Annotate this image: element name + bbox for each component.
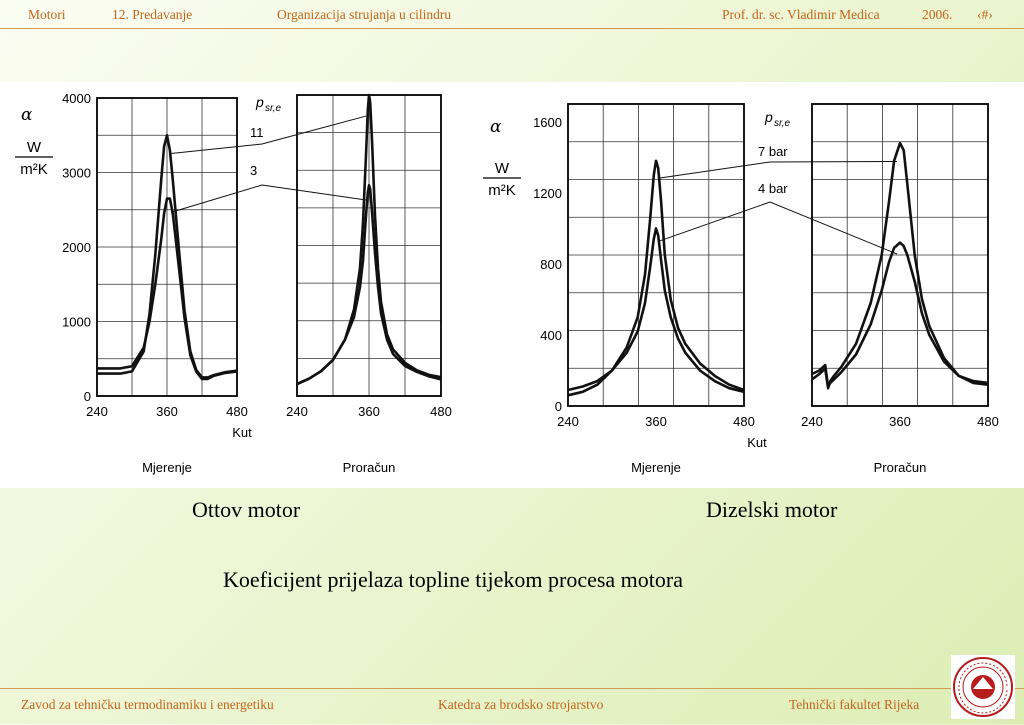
series-line bbox=[568, 161, 744, 395]
parameter-subscript: sr,e bbox=[774, 118, 791, 129]
panel-name: Mjerenje bbox=[631, 460, 681, 475]
diesel-chart bbox=[480, 82, 1020, 488]
header-lecture: 12. Predavanje bbox=[112, 7, 193, 22]
y-tick-label: 800 bbox=[540, 256, 562, 272]
y-tick-label: 2000 bbox=[62, 240, 91, 255]
parameter-subscript: sr,e bbox=[265, 103, 282, 114]
x-tick-label: 360 bbox=[358, 404, 380, 419]
main-caption: Koeficijent prijelaza topline tijekom procesa motora bbox=[223, 567, 683, 592]
x-axis-label: Kut bbox=[232, 425, 252, 440]
x-axis-label: Kut bbox=[747, 435, 767, 450]
ylabel-unit-denominator: m²K bbox=[488, 182, 516, 199]
y-tick-label: 0 bbox=[554, 399, 562, 414]
y-tick-label: 4000 bbox=[62, 91, 91, 106]
header-page-number: ‹#› bbox=[977, 7, 993, 22]
y-tick-label: 1600 bbox=[533, 114, 562, 130]
ylabel-symbol: α bbox=[490, 117, 502, 137]
x-tick-label: 360 bbox=[645, 414, 667, 429]
otto-caption: Ottov motor bbox=[192, 497, 301, 522]
series-annotation: 3 bbox=[250, 163, 258, 178]
slide-footer bbox=[0, 688, 1024, 725]
header-topic: Organizacija strujanja u cilindru bbox=[277, 7, 452, 22]
y-tick-label: 1000 bbox=[62, 314, 91, 330]
y-tick-label: 400 bbox=[540, 327, 562, 343]
diesel-caption: Dizelski motor bbox=[706, 497, 838, 522]
x-tick-label: 480 bbox=[977, 414, 999, 429]
ylabel-unit-denominator: m²K bbox=[20, 161, 48, 178]
panel-name: Proračun bbox=[873, 460, 927, 475]
annotation-leader-line bbox=[171, 116, 366, 153]
y-tick-label: 0 bbox=[83, 389, 91, 404]
footer-department: Katedra za brodsko strojarstvo bbox=[438, 697, 604, 712]
annotation-leader-line bbox=[171, 185, 366, 212]
ylabel-symbol: α bbox=[21, 105, 33, 125]
series-line bbox=[812, 243, 988, 387]
footer-institute: Zavod za tehničku termodinamiku i energetiku bbox=[21, 697, 274, 712]
footer-faculty: Tehnički fakultet Rijeka bbox=[789, 697, 920, 712]
parameter-label: p bbox=[256, 94, 264, 110]
x-tick-label: 240 bbox=[86, 404, 108, 419]
annotation-leader-line bbox=[660, 161, 897, 178]
parameter-label: p bbox=[765, 109, 773, 125]
header-year: 2006. bbox=[922, 7, 953, 22]
panel-name: Proračun bbox=[342, 460, 396, 475]
x-tick-label: 480 bbox=[733, 414, 755, 429]
ylabel-unit-numerator: W bbox=[494, 160, 510, 177]
y-tick-label: 1200 bbox=[533, 185, 562, 201]
slide-header bbox=[0, 0, 1024, 29]
x-tick-label: 360 bbox=[156, 404, 178, 419]
series-annotation: 11 bbox=[250, 125, 264, 140]
y-tick-label: 3000 bbox=[62, 165, 91, 181]
header-author: Prof. dr. sc. Vladimir Medica bbox=[722, 7, 880, 22]
panel-name: Mjerenje bbox=[142, 460, 192, 475]
x-tick-label: 480 bbox=[226, 404, 248, 419]
series-annotation: 7 bar bbox=[758, 144, 788, 159]
ylabel-unit-numerator: W bbox=[26, 139, 42, 156]
x-tick-label: 240 bbox=[286, 404, 308, 419]
x-tick-label: 360 bbox=[889, 414, 911, 429]
faculty-logo-icon bbox=[951, 655, 1015, 719]
series-annotation: 4 bar bbox=[758, 181, 788, 196]
x-tick-label: 240 bbox=[557, 414, 579, 429]
x-tick-label: 240 bbox=[801, 414, 823, 429]
series-line bbox=[568, 228, 744, 391]
x-tick-label: 480 bbox=[430, 404, 452, 419]
annotation-leader-line bbox=[660, 202, 897, 254]
header-course: Motori bbox=[28, 7, 66, 22]
otto-chart bbox=[0, 82, 470, 488]
figure-panel bbox=[0, 82, 1024, 488]
